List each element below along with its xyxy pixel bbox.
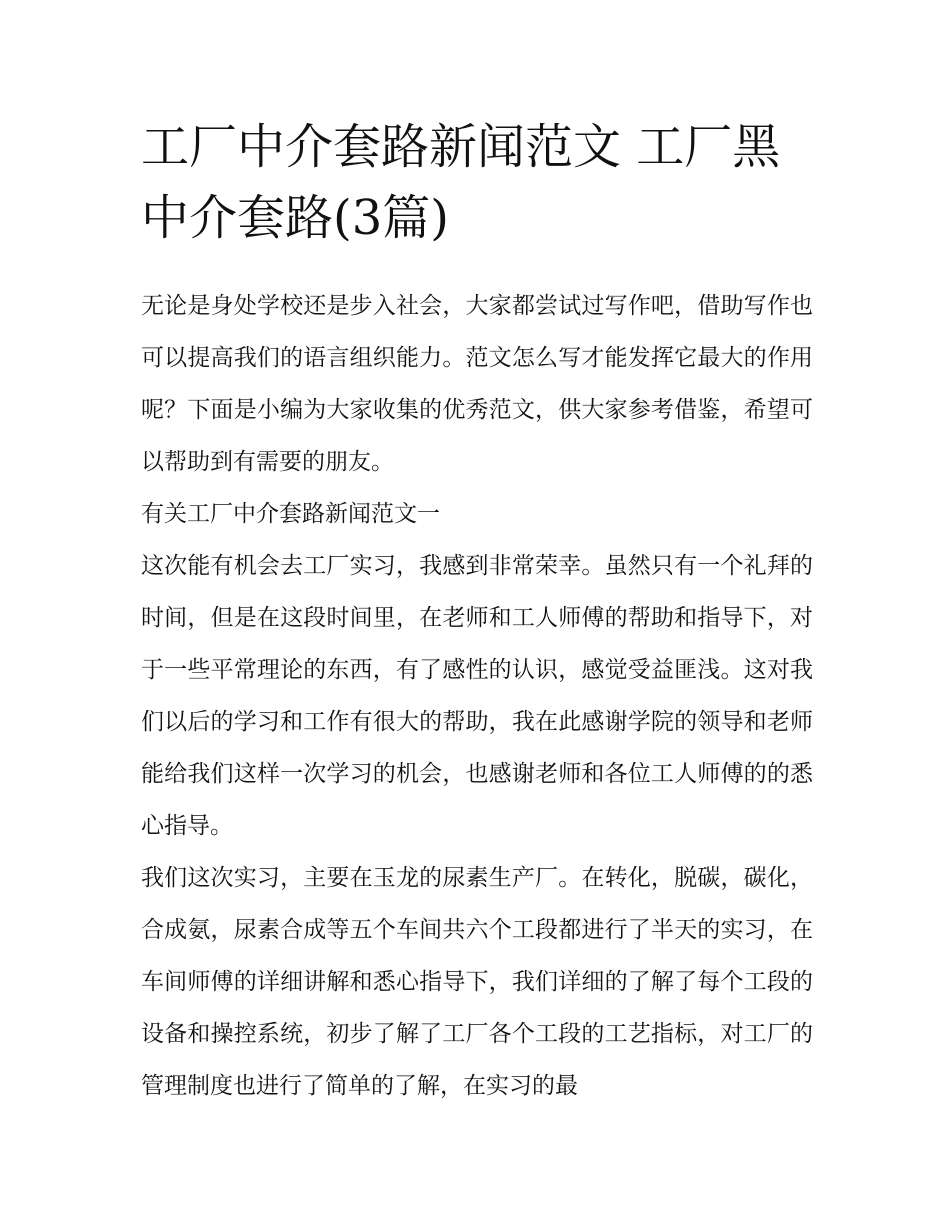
section-heading: 有关工厂中介套路新闻范文一 <box>141 501 440 527</box>
body-paragraph: 我们这次实习，主要在玉龙的尿素生产厂。在转化，脱碳，碳化，合成氨，尿素合成等五个车间共六个工段都进行了半天的实习，在车间师傅的详细讲解和悉心指导下，我们详细的了解了每个工段的设备和操控系统，初步了解了工厂各个工段的工艺指标，对工厂的管理制度也进行了简单的了解，在实习的最 <box>141 865 813 1099</box>
intro-paragraph: 无论是身处学校还是步入社会，大家都尝试过写作吧，借助写作也可以提高我们的语言组织能力。范文怎么写才能发挥它最大的作用呢？下面是小编为大家收集的优秀范文，供大家参考借鉴，希望可以帮助到有需要的朋友。 <box>141 293 813 475</box>
document-title: 工厂中介套路新闻范文 工厂黑中介套路(3篇) <box>141 119 781 246</box>
body-paragraph: 这次能有机会去工厂实习，我感到非常荣幸。虽然只有一个礼拜的时间，但是在这段时间里，在老师和工人师傅的帮助和指导下，对于一些平常理论的东西，有了感性的认识，感觉受益匪浅。这对我们以后的学习和工作有很大的帮助，我在此感谢学院的领导和老师能给我们这样一次学习的机会，也感谢老师和各位工人师傅的的悉心指导。 <box>141 553 813 839</box>
document-page <box>141 112 813 1112</box>
document-body <box>141 280 813 1112</box>
